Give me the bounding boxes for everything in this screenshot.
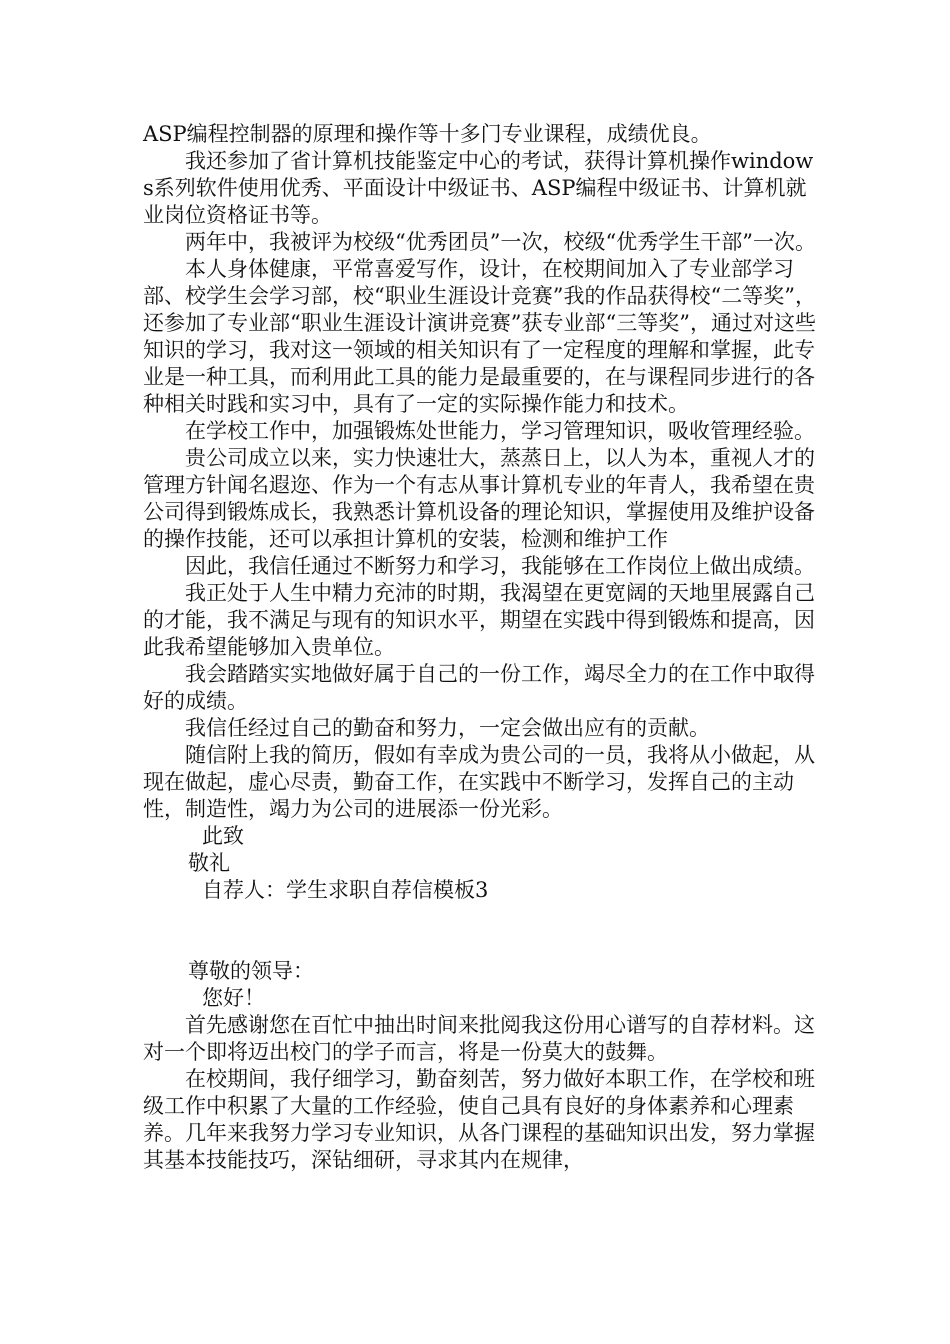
- paragraph: 本人身体健康，平常喜爱写作，设计，在校期间加入了专业部学习部、校学生会学习部，校“职业生涯设计竞赛”我的作品获得校“二等奖”，还参加了专业部“职业生涯设计演讲竞赛”获专业部“三等奖”，通过对这些知识的学习，我对这一领域的相关知识有了一定程度的理解和掌握，此专业是一种工具，而利用此工具的能力是最重要的，在与课程同步进行的各种相关时践和实习中，具有了一定的实际操作能力和技术。: [143, 257, 816, 416]
- paragraph: 在学校工作中，加强锻炼处世能力，学习管理知识，吸收管理经验。: [185, 419, 815, 443]
- closing-line: 此致: [202, 824, 244, 848]
- paragraph: 我信任经过自己的勤奋和努力，一定会做出应有的贡献。: [185, 716, 710, 740]
- closing-line: 敬礼: [188, 851, 230, 875]
- paragraph: 我还参加了省计算机技能鉴定中心的考试，获得计算机操作windows系列软件使用优秀、平面设计中级证书、ASP编程中级证书、计算机就业岗位资格证书等。: [143, 149, 814, 227]
- paragraph: 因此，我信任通过不断努力和学习，我能够在工作岗位上做出成绩。: [185, 554, 815, 578]
- paragraph: 我会踏踏实实地做好属于自己的一份工作，竭尽全力的在工作中取得好的成绩。: [143, 662, 815, 713]
- paragraph: 在校期间，我仔细学习，勤奋刻苦，努力做好本职工作，在学校和班级工作中积累了大量的工作经验，使自己具有良好的身体素养和心理素养。几年来我努力学习专业知识，从各门课程的基础知识出发，努力掌握其基本技能技巧，深钻细研，寻求其内在规律，: [143, 1067, 815, 1172]
- paragraph: ASP编程控制器的原理和操作等十多门专业课程，成绩优良。: [143, 122, 712, 146]
- letter-body: [143, 121, 823, 1174]
- paragraph: 首先感谢您在百忙中抽出时间来批阅我这份用心谱写的自荐材料。这对一个即将迈出校门的学子而言，将是一份莫大的鼓舞。: [143, 1013, 815, 1064]
- paragraph: 随信附上我的简历，假如有幸成为贵公司的一员，我将从小做起，从现在做起，虚心尽责，勤奋工作，在实践中不断学习，发挥自己的主动性，制造性，竭力为公司的进展添一份光彩。: [143, 743, 815, 821]
- paragraph: 我正处于人生中精力充沛的时期，我渴望在更宽阔的天地里展露自己的才能，我不满足与现有的知识水平，期望在实践中得到锻炼和提高，因此我希望能够加入贵单位。: [143, 581, 815, 659]
- signature-line: 自荐人：学生求职自荐信模板3: [202, 878, 489, 902]
- salutation: 尊敬的领导：: [188, 959, 314, 983]
- section-gap: [143, 904, 823, 958]
- paragraph: 两年中，我被评为校级“优秀团员”一次，校级“优秀学生干部”一次。: [185, 230, 816, 254]
- paragraph: 贵公司成立以来，实力快速壮大，蒸蒸日上，以人为本，重视人才的管理方针闻名遐迩、作为一个有志从事计算机专业的年青人，我希望在贵公司得到锻炼成长，我熟悉计算机设备的理论知识，掌握使用及维护设备的操作技能，还可以承担计算机的安装，检测和维护工作: [143, 446, 815, 551]
- greeting: 您好！: [202, 986, 265, 1010]
